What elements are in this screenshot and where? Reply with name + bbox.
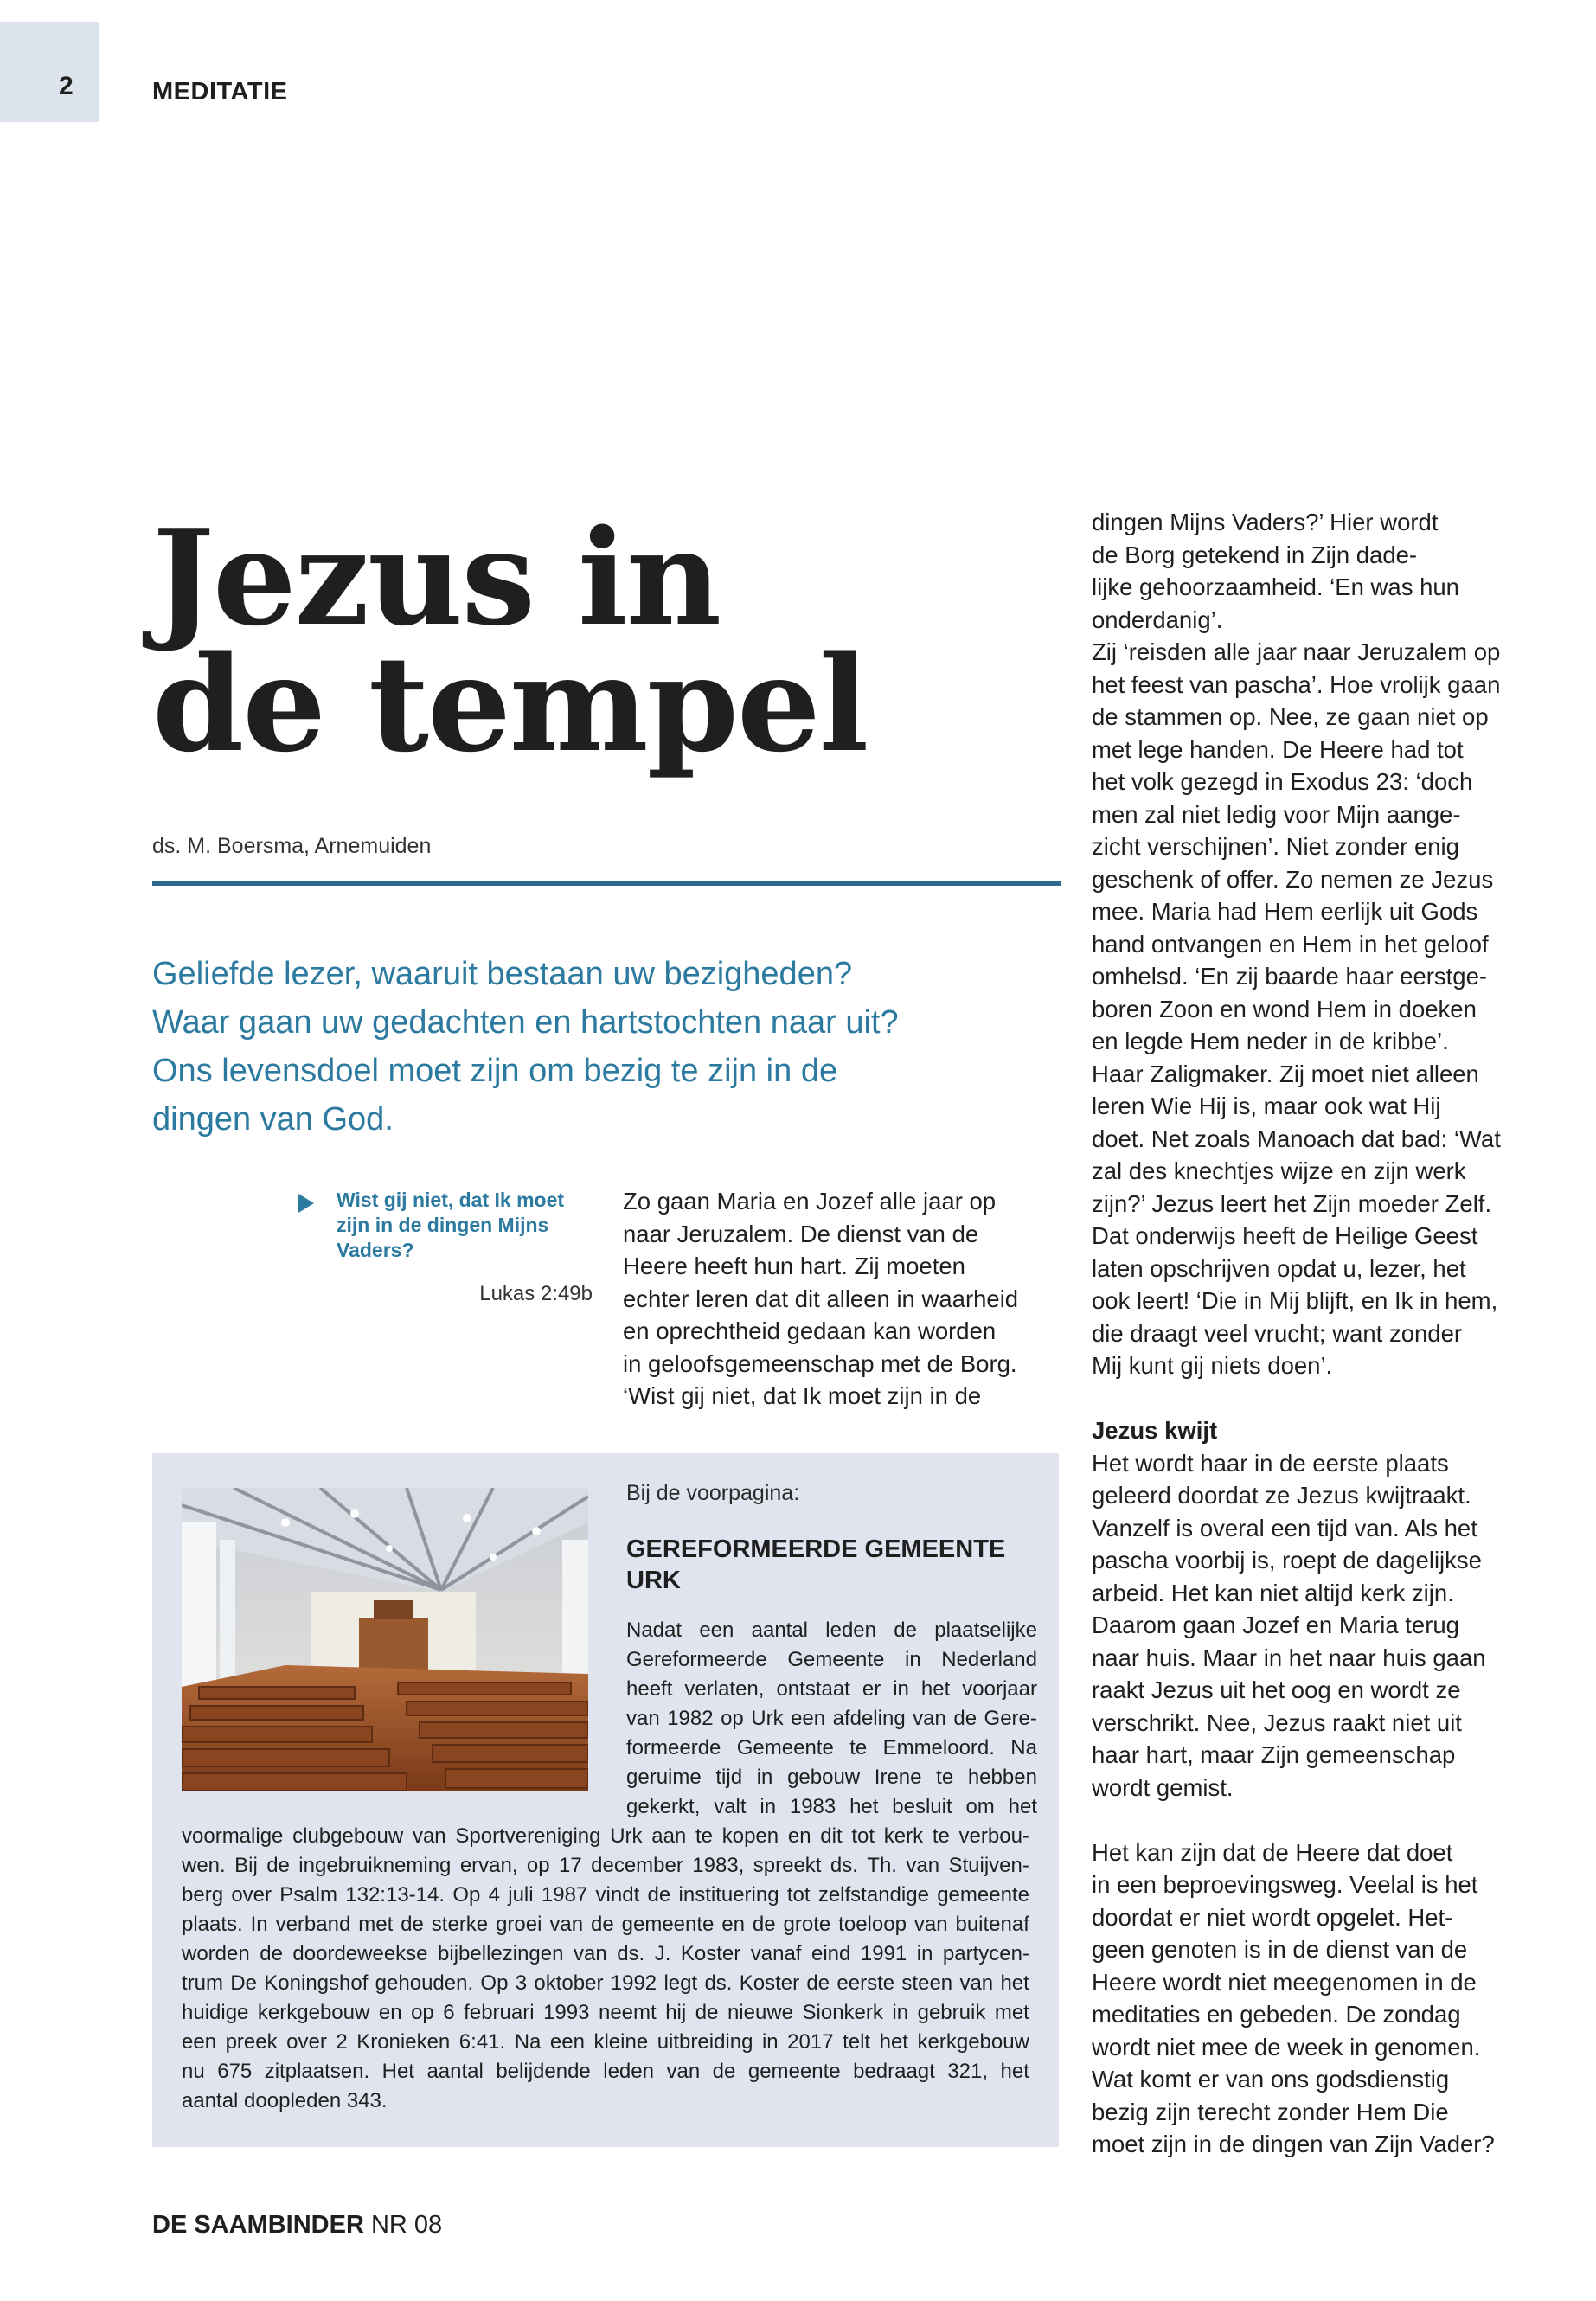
body-line: Daarom gaan Jozef en Maria terug xyxy=(1092,1612,1459,1638)
cover-line: aantal doopleden 343. xyxy=(182,2089,388,2112)
page-tab xyxy=(0,22,99,122)
body-line: boren Zoon en wond Hem in doeken xyxy=(1092,995,1477,1022)
cover-title-line: URK xyxy=(626,1567,681,1594)
lead-line: Geliefde lezer, waaruit bestaan uw bezigheden? xyxy=(152,956,853,992)
cover-info-box xyxy=(152,1453,1059,2147)
body-column-right xyxy=(1092,506,1585,2161)
cover-title xyxy=(626,1534,1042,1596)
body-line: geschenk of offer. Zo nemen ze Jezus xyxy=(1092,865,1494,893)
body-line: doordat er niet wordt opgelet. Het- xyxy=(1092,1903,1453,1931)
body-line: het volk gezegd in Exodus 23: ‘doch xyxy=(1092,768,1473,795)
footer xyxy=(152,2211,442,2240)
body-line: Dat onderwijs heeft de Heilige Geest xyxy=(1092,1222,1478,1249)
body-line: wordt gemist. xyxy=(1092,1773,1234,1801)
body-line: omhelsd. ‘En zij baarde haar eerstge- xyxy=(1092,963,1488,990)
body-line: Haar Zaligmaker. Zij moet niet alleen xyxy=(1092,1060,1479,1087)
body-line: en legde Hem neder in de kribbe’. xyxy=(1092,1028,1449,1054)
body-line: Zij ‘reisden alle jaar naar Jeruzalem op xyxy=(1092,638,1501,665)
title-divider xyxy=(152,881,1061,886)
body-line: lijke gehoorzaamheid. ‘En was hun xyxy=(1092,574,1459,600)
cover-pre-title: Bij de voorpagina: xyxy=(626,1481,800,1505)
body-line: arbeid. Het kan niet altijd kerk zijn. xyxy=(1092,1579,1454,1606)
body-line: naar huis. Maar in het naar huis gaan xyxy=(1092,1644,1486,1671)
body-line: zal des knechtjes wijze en zijn werk xyxy=(1092,1157,1466,1184)
body-line: verschrikt. Nee, Jezus raakt niet uit xyxy=(1092,1708,1462,1736)
cover-line: nu 675 zitplaatsen. Het aantal belijdende leden van de gemeente bedraagt 321, het xyxy=(182,2060,1029,2083)
body-line: zijn?’ Jezus leert het Zijn moeder Zelf. xyxy=(1092,1189,1492,1217)
bible-quote xyxy=(298,1188,593,1306)
cover-line: geruime tijd in gebouw Irene te hebben xyxy=(626,1766,1037,1789)
body-line: die draagt veel vrucht; want zonder xyxy=(1092,1319,1463,1347)
body-line: echter leren dat dit alleen in waarheid xyxy=(623,1285,1019,1312)
body-line: in geloofsgemeenschap met de Borg. xyxy=(623,1349,1017,1377)
article-title xyxy=(152,500,1061,781)
body-line: pascha voorbij is, roept de dagelijkse xyxy=(1092,1547,1482,1574)
lead-line: Ons levensdoel moet zijn om bezig te zijn in de xyxy=(152,1053,838,1089)
cover-line: wen. Bij de ingebruikneming ervan, op 17 december 1983, spreekt ds. Th. van Stuijven- xyxy=(182,1854,1029,1877)
body-line: Heere wordt niet meegenomen in de xyxy=(1092,1968,1477,1996)
body-line: Mij kunt gij niets doen’. xyxy=(1092,1352,1333,1379)
body-line: onderdanig’. xyxy=(1092,606,1223,633)
cover-line: huidige kerkgebouw en op 6 februari 1993 neemt hij de nieuwe Sionkerk in gebruik met xyxy=(182,2001,1029,2024)
body-line: meditaties en gebeden. De zondag xyxy=(1092,2001,1461,2028)
cover-title-line: GEREFORMEERDE GEMEENTE xyxy=(626,1535,1006,1563)
body-line: hand ontvangen en Hem in het geloof xyxy=(1092,930,1489,958)
cover-line: trum De Koningshof gehouden. Op 3 oktober 1992 legt ds. Koster de eerste steen van het xyxy=(182,1971,1029,1995)
body-line: naar Jeruzalem. De dienst van de xyxy=(623,1220,979,1247)
body-line: doet. Net zoals Manoach dat bad: ‘Wat xyxy=(1092,1125,1501,1152)
body-line: mee. Maria had Hem eerlijk uit Gods xyxy=(1092,898,1478,925)
body-line: zicht verschijnen’. Niet zonder enig xyxy=(1092,833,1459,860)
cover-line: voormalige clubgebouw van Sportvereniging Urk aan te kopen en dit tot kerk te verbou- xyxy=(182,1824,1029,1848)
body-line: laten opschrijven opdat u, lezer, het xyxy=(1092,1254,1466,1282)
subheading: Jezus kwijt xyxy=(1092,1417,1218,1444)
cover-line: een preek over 2 Kronieken 6:41. Na een kleine uitbreiding in 2017 telt het kerkgebouw xyxy=(182,2030,1029,2054)
body-line: dingen Mijns Vaders?’ Hier wordt xyxy=(1092,509,1439,535)
author-byline: ds. M. Boersma, Arnemuiden xyxy=(152,834,432,858)
quote-reference: Lukas 2:49b xyxy=(479,1282,593,1305)
body-line: leren Wie Hij is, maar ook wat Hij xyxy=(1092,1093,1441,1119)
body-column-middle xyxy=(623,1185,1073,1413)
cover-line: berg over Psalm 132:13-14. Op 4 juli 1987 vindt de instituering tot zelfstandige gemeente xyxy=(182,1883,1029,1907)
cover-line: heeft verlaten, ontstaat er in het voorjaar xyxy=(626,1677,1037,1701)
body-line: Vanzelf is overal een tijd van. Als het xyxy=(1092,1514,1477,1541)
body-line: de Borg getekend in Zijn dade- xyxy=(1092,541,1418,568)
triangle-arrow-icon xyxy=(298,1194,314,1213)
body-line: moet zijn in de dingen van Zijn Vader? xyxy=(1092,2131,1495,2157)
church-interior-photo xyxy=(182,1488,588,1791)
cover-line: Gereformeerde Gemeente in Nederland xyxy=(626,1648,1037,1671)
cover-line: formeerde Gemeente te Emmeloord. Na xyxy=(626,1736,1037,1759)
body-line: geen genoten is in de dienst van de xyxy=(1092,1936,1468,1963)
cover-line: van 1982 op Urk een afdeling van de Gere- xyxy=(626,1707,1037,1730)
paragraph-gap xyxy=(1092,1382,1585,1415)
body-line: de stammen op. Nee, ze gaan niet op xyxy=(1092,703,1489,730)
cover-line: Nadat een aantal leden de plaatselijke xyxy=(626,1618,1037,1642)
body-line: wordt niet mee de week in genomen. xyxy=(1092,2033,1481,2061)
issue-number: NR 08 xyxy=(370,2211,443,2239)
body-line: haar hart, maar Zijn gemeenschap xyxy=(1092,1741,1456,1768)
body-line: Heere heeft hun hart. Zij moeten xyxy=(623,1253,965,1279)
title-line: de tempel xyxy=(152,626,868,781)
cover-line: worden de doordeweekse bijbellezingen van ds. J. Koster vanaf eind 1991 in partycen- xyxy=(182,1942,1029,1965)
lead-line: dingen van God. xyxy=(152,1101,394,1138)
body-line: men zal niet ledig voor Mijn aange- xyxy=(1092,800,1461,828)
lead-line: Waar gaan uw gedachten en hartstochten naar uit? xyxy=(152,1004,899,1041)
body-line: in een beproevingsweg. Veelal is het xyxy=(1092,1871,1478,1898)
body-line: met lege handen. De Heere had tot xyxy=(1092,735,1464,763)
paragraph-gap xyxy=(1092,1804,1585,1836)
cover-line: plaats. In verband met de sterke groei van de gemeente en de grote toeloop van buitenaf xyxy=(182,1913,1029,1936)
body-line: Het wordt haar in de eerste plaats xyxy=(1092,1449,1449,1477)
body-line: en oprechtheid gedaan kan worden xyxy=(623,1317,997,1344)
cover-line: gekerkt, valt in 1983 het besluit om het xyxy=(626,1795,1037,1818)
body-line: geleerd doordat ze Jezus kwijtraakt. xyxy=(1092,1482,1471,1509)
page-number: 2 xyxy=(59,72,74,100)
body-line: bezig zijn terecht zonder Hem Die xyxy=(1092,2098,1449,2125)
body-line: Zo gaan Maria en Jozef alle jaar op xyxy=(623,1188,997,1215)
publication-name: DE SAAMBINDER xyxy=(152,2211,364,2239)
body-line: Wat komt er van ons godsdienstig xyxy=(1092,2066,1450,2093)
lead-paragraph xyxy=(152,950,1069,1144)
body-line: ook leert! ‘Die in Mij blijft, en Ik in hem, xyxy=(1092,1287,1498,1314)
body-line: Het kan zijn dat de Heere dat doet xyxy=(1092,1838,1453,1866)
section-label: MEDITATIE xyxy=(152,78,288,106)
body-line: het feest van pascha’. Hoe vrolijk gaan xyxy=(1092,670,1501,698)
body-line: raakt Jezus uit het oog en wordt ze xyxy=(1092,1676,1461,1703)
quote-text: Wist gij niet, dat Ik moet zijn in de dingen Mijns Vaders? xyxy=(337,1189,565,1261)
body-line: ‘Wist gij niet, dat Ik moet zijn in de xyxy=(623,1382,982,1409)
title-line: Jezus in xyxy=(152,500,721,655)
